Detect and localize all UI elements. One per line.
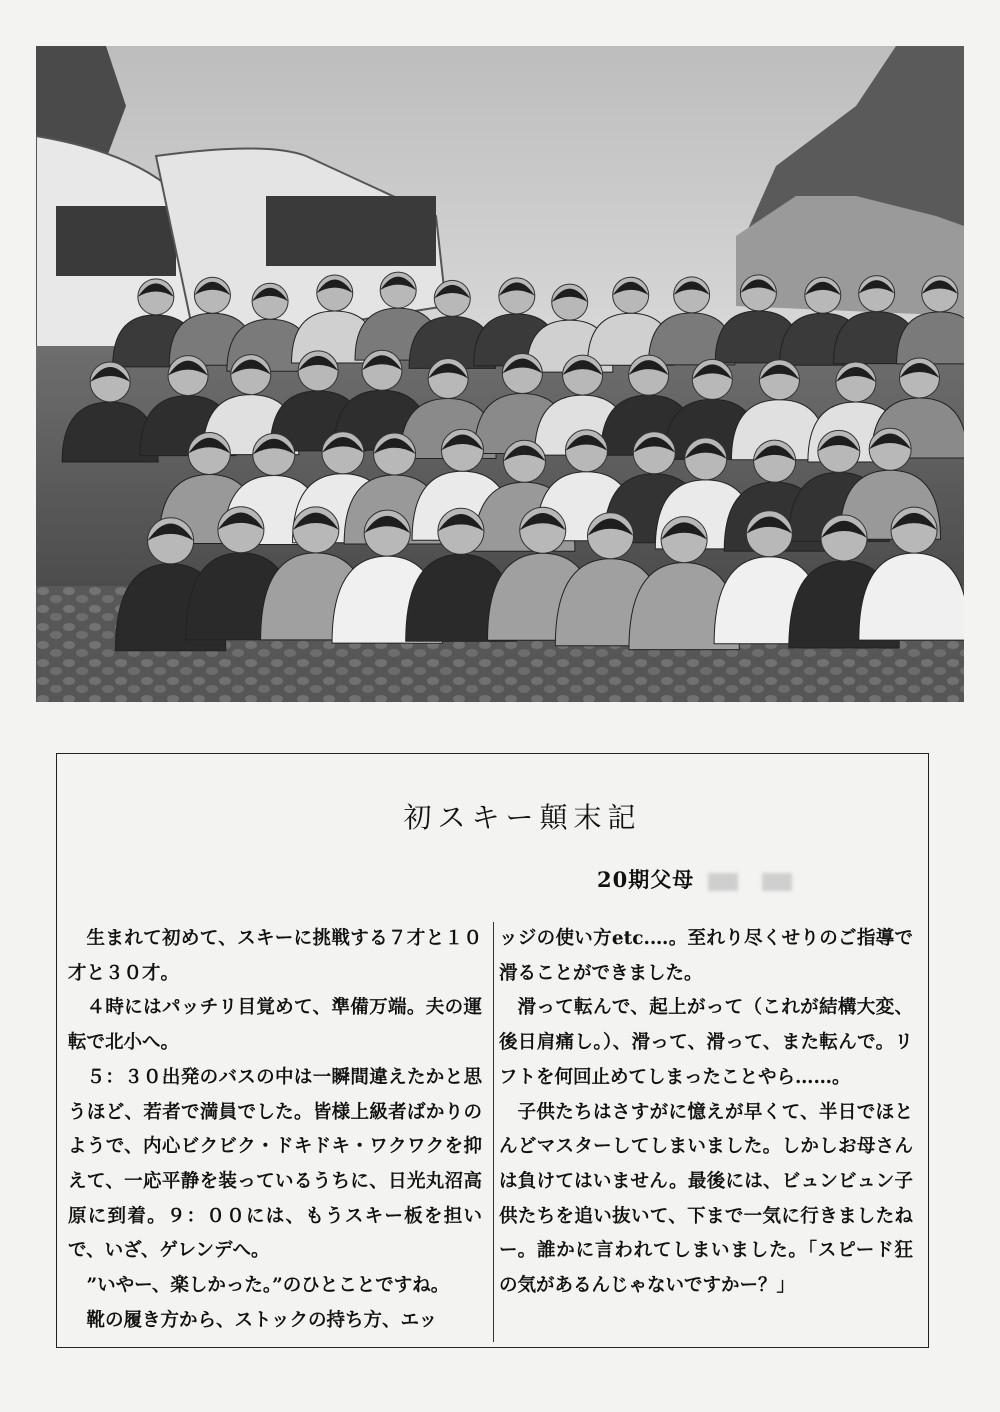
redacted-name-icon — [762, 873, 792, 891]
byline — [597, 864, 792, 894]
group-photo-icon — [36, 46, 964, 702]
right-column — [499, 922, 913, 1304]
paragraph: 生まれて初めて、スキーに挑戦する７才と１０才と３０才。 — [68, 928, 482, 984]
paragraph: ５：３０出発のバスの中は一瞬間違えたかと思うほど、若者で満員でした。皆様上級者ばかりのようで、内心ビクビク・ドキドキ・ワクワクを抑えて、一応平静を装っているうちに、日光丸沼高原に到着。９：００には、もうスキー板を担いで、いざ、ゲレンデへ。 — [68, 1066, 482, 1262]
paragraph: ”いやー、楽しかった。”のひとことですね。 — [86, 1275, 450, 1297]
redacted-name-icon — [708, 873, 738, 891]
left-column — [68, 922, 482, 1338]
group-photo — [36, 46, 964, 702]
paragraph: ッジの使い方etc.…。至れり尽くせりのご指導で滑ることができました。 — [499, 928, 913, 984]
paragraph: 子供たちはさすがに憶えが早くて、半日でほとんどマスターしてしまいました。しかしお母さんは負けてはいません。最後には、ビュンビュン子供たちを追い抜いて、下まで一気に行きましたねー。誰かに言われてしまいました。「スピード狂の気があるんじゃないですかー？」 — [499, 1101, 913, 1297]
paragraph: 靴の履き方から、ストックの持ち方、エッ — [86, 1309, 438, 1331]
article-title: 初スキー顛末記 — [403, 801, 642, 834]
byline-label: 20期父母 — [597, 867, 695, 892]
paragraph: ４時にはパッチリ目覚めて、準備万端。夫の運転で北小へ。 — [68, 997, 482, 1054]
paragraph: 滑って転んで、起上がって（これが結構大変、後日肩痛し。）、滑って、滑って、また転んで。リフトを何回止めてしまったことやら……。 — [499, 997, 913, 1088]
article-box — [56, 753, 929, 1348]
column-divider — [493, 922, 494, 1342]
